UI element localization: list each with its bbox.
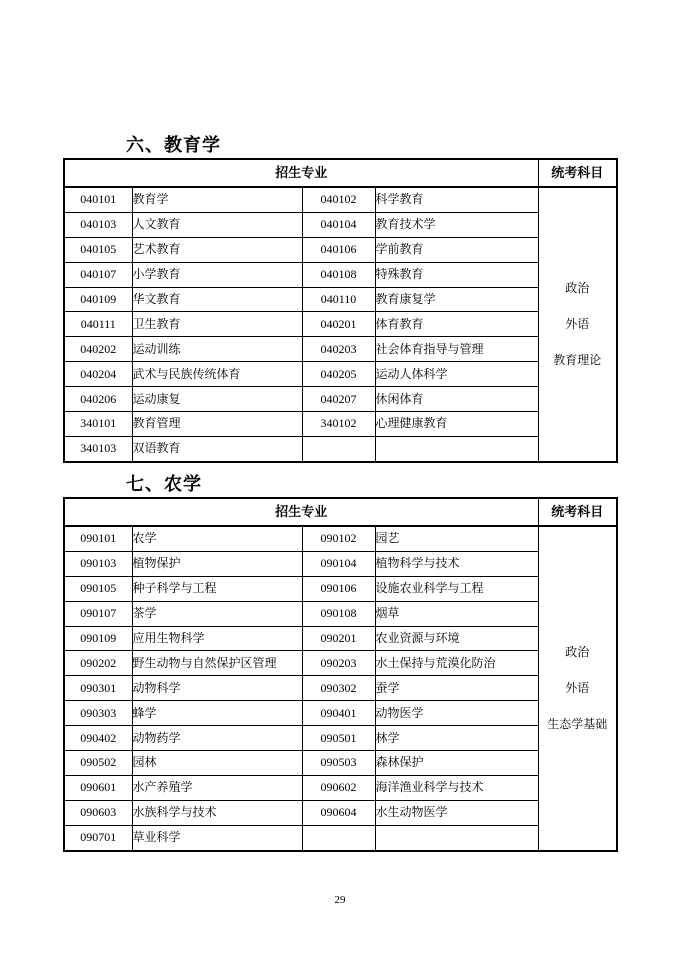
major-name: 动物科学 [132, 676, 302, 701]
major-code: 090301 [64, 676, 132, 701]
major-code: 040206 [64, 387, 132, 412]
major-code: 040203 [302, 337, 375, 362]
exam-subject: 教育理论 [553, 353, 602, 368]
table-row [64, 800, 617, 825]
major-code: 090302 [302, 676, 375, 701]
major-name: 运动康复 [132, 387, 302, 412]
major-name: 海洋渔业科学与技术 [375, 775, 538, 800]
major-name: 体育教育 [375, 312, 538, 337]
major-code: 090109 [64, 626, 132, 651]
major-name: 心理健康教育 [375, 412, 538, 437]
major-name: 休闲体育 [375, 387, 538, 412]
major-name: 动物医学 [375, 701, 538, 726]
exam-subjects-cell [538, 526, 617, 851]
table-row [64, 701, 617, 726]
table-row [64, 825, 617, 850]
table-row [64, 436, 617, 461]
header-unified-exam-subjects: 统考科目 [538, 159, 617, 187]
major-code [302, 825, 375, 850]
major-code: 040109 [64, 287, 132, 312]
header-enrollment-major: 招生专业 [64, 159, 538, 187]
major-code: 090108 [302, 601, 375, 626]
major-name [375, 825, 538, 850]
table-row [64, 651, 617, 676]
table-row [64, 551, 617, 576]
table-row [64, 775, 617, 800]
table-row [64, 387, 617, 412]
major-name: 水生动物医学 [375, 800, 538, 825]
exam-subject: 外语 [565, 317, 590, 332]
major-code: 090101 [64, 526, 132, 551]
major-code [302, 436, 375, 461]
major-code: 090107 [64, 601, 132, 626]
major-name: 种子科学与工程 [132, 576, 302, 601]
major-name: 水族科学与技术 [132, 800, 302, 825]
major-name: 学前教育 [375, 237, 538, 262]
table-row [64, 526, 617, 551]
major-code: 090105 [64, 576, 132, 601]
major-code: 040102 [302, 187, 375, 212]
table-row [64, 412, 617, 437]
major-name: 水土保持与荒漠化防治 [375, 651, 538, 676]
major-name: 动物药学 [132, 726, 302, 751]
major-name: 茶学 [132, 601, 302, 626]
major-name: 教育技术学 [375, 212, 538, 237]
table-row [64, 337, 617, 362]
major-name: 园艺 [375, 526, 538, 551]
table-row [64, 676, 617, 701]
major-code: 090402 [64, 726, 132, 751]
major-code: 090501 [302, 726, 375, 751]
major-name: 森林保护 [375, 751, 538, 776]
major-code: 040103 [64, 212, 132, 237]
major-code: 340102 [302, 412, 375, 437]
table-row [64, 287, 617, 312]
major-code: 090202 [64, 651, 132, 676]
exam-subject: 政治 [565, 281, 590, 296]
major-code: 340103 [64, 436, 132, 461]
section-title-education: 六、教育学 [126, 135, 221, 156]
major-code: 090201 [302, 626, 375, 651]
major-name: 教育学 [132, 187, 302, 212]
table-row [64, 187, 617, 212]
major-code: 090401 [302, 701, 375, 726]
section-title-agriculture: 七、农学 [126, 474, 202, 495]
major-code: 090601 [64, 775, 132, 800]
table-row [64, 726, 617, 751]
major-name: 蜂学 [132, 701, 302, 726]
major-name: 野生动物与自然保护区管理 [132, 651, 302, 676]
major-name: 武术与民族传统体育 [132, 362, 302, 387]
exam-subject: 政治 [565, 645, 590, 660]
header-unified-exam-subjects: 统考科目 [538, 498, 617, 526]
major-name: 运动人体科学 [375, 362, 538, 387]
major-code: 090502 [64, 751, 132, 776]
major-code: 090102 [302, 526, 375, 551]
major-code: 040204 [64, 362, 132, 387]
table-row [64, 237, 617, 262]
major-code: 040107 [64, 262, 132, 287]
major-name: 草业科学 [132, 825, 302, 850]
major-code: 090701 [64, 825, 132, 850]
major-name: 设施农业科学与工程 [375, 576, 538, 601]
major-code: 040101 [64, 187, 132, 212]
education-majors-table [63, 158, 618, 463]
major-name: 教育管理 [132, 412, 302, 437]
major-code: 040207 [302, 387, 375, 412]
major-name: 烟草 [375, 601, 538, 626]
major-name: 植物保护 [132, 551, 302, 576]
major-name: 社会体育指导与管理 [375, 337, 538, 362]
major-code: 040110 [302, 287, 375, 312]
table-row [64, 212, 617, 237]
major-code: 040202 [64, 337, 132, 362]
major-code: 090104 [302, 551, 375, 576]
major-name: 艺术教育 [132, 237, 302, 262]
header-enrollment-major: 招生专业 [64, 498, 538, 526]
major-code: 090604 [302, 800, 375, 825]
major-code: 040108 [302, 262, 375, 287]
major-code: 090106 [302, 576, 375, 601]
major-name: 农业资源与环境 [375, 626, 538, 651]
major-code: 340101 [64, 412, 132, 437]
major-code: 090602 [302, 775, 375, 800]
exam-subject: 生态学基础 [547, 717, 608, 732]
major-code: 040201 [302, 312, 375, 337]
major-name: 水产养殖学 [132, 775, 302, 800]
major-name: 人文教育 [132, 212, 302, 237]
major-name: 小学教育 [132, 262, 302, 287]
major-name: 华文教育 [132, 287, 302, 312]
exam-subjects-cell [538, 187, 617, 462]
table-row [64, 751, 617, 776]
major-code: 090603 [64, 800, 132, 825]
major-code: 040104 [302, 212, 375, 237]
table-row [64, 626, 617, 651]
major-code: 090503 [302, 751, 375, 776]
major-code: 090103 [64, 551, 132, 576]
major-name: 蚕学 [375, 676, 538, 701]
major-name: 科学教育 [375, 187, 538, 212]
major-name: 林学 [375, 726, 538, 751]
major-name: 应用生物科学 [132, 626, 302, 651]
page-number: 29 [334, 894, 346, 906]
table-row [64, 601, 617, 626]
major-name: 运动训练 [132, 337, 302, 362]
major-code: 040205 [302, 362, 375, 387]
table-row [64, 262, 617, 287]
major-code: 040111 [64, 312, 132, 337]
major-name: 双语教育 [132, 436, 302, 461]
major-code: 040106 [302, 237, 375, 262]
agriculture-majors-table [63, 497, 618, 852]
table-header-row [64, 159, 617, 187]
table-row [64, 362, 617, 387]
major-code: 090303 [64, 701, 132, 726]
table-row [64, 312, 617, 337]
major-name: 卫生教育 [132, 312, 302, 337]
major-name: 植物科学与技术 [375, 551, 538, 576]
table-row [64, 576, 617, 601]
table-header-row [64, 498, 617, 526]
exam-subject: 外语 [565, 681, 590, 696]
major-name: 园林 [132, 751, 302, 776]
major-name: 特殊教育 [375, 262, 538, 287]
major-name: 农学 [132, 526, 302, 551]
major-code: 040105 [64, 237, 132, 262]
major-code: 090203 [302, 651, 375, 676]
major-name: 教育康复学 [375, 287, 538, 312]
major-name [375, 436, 538, 461]
